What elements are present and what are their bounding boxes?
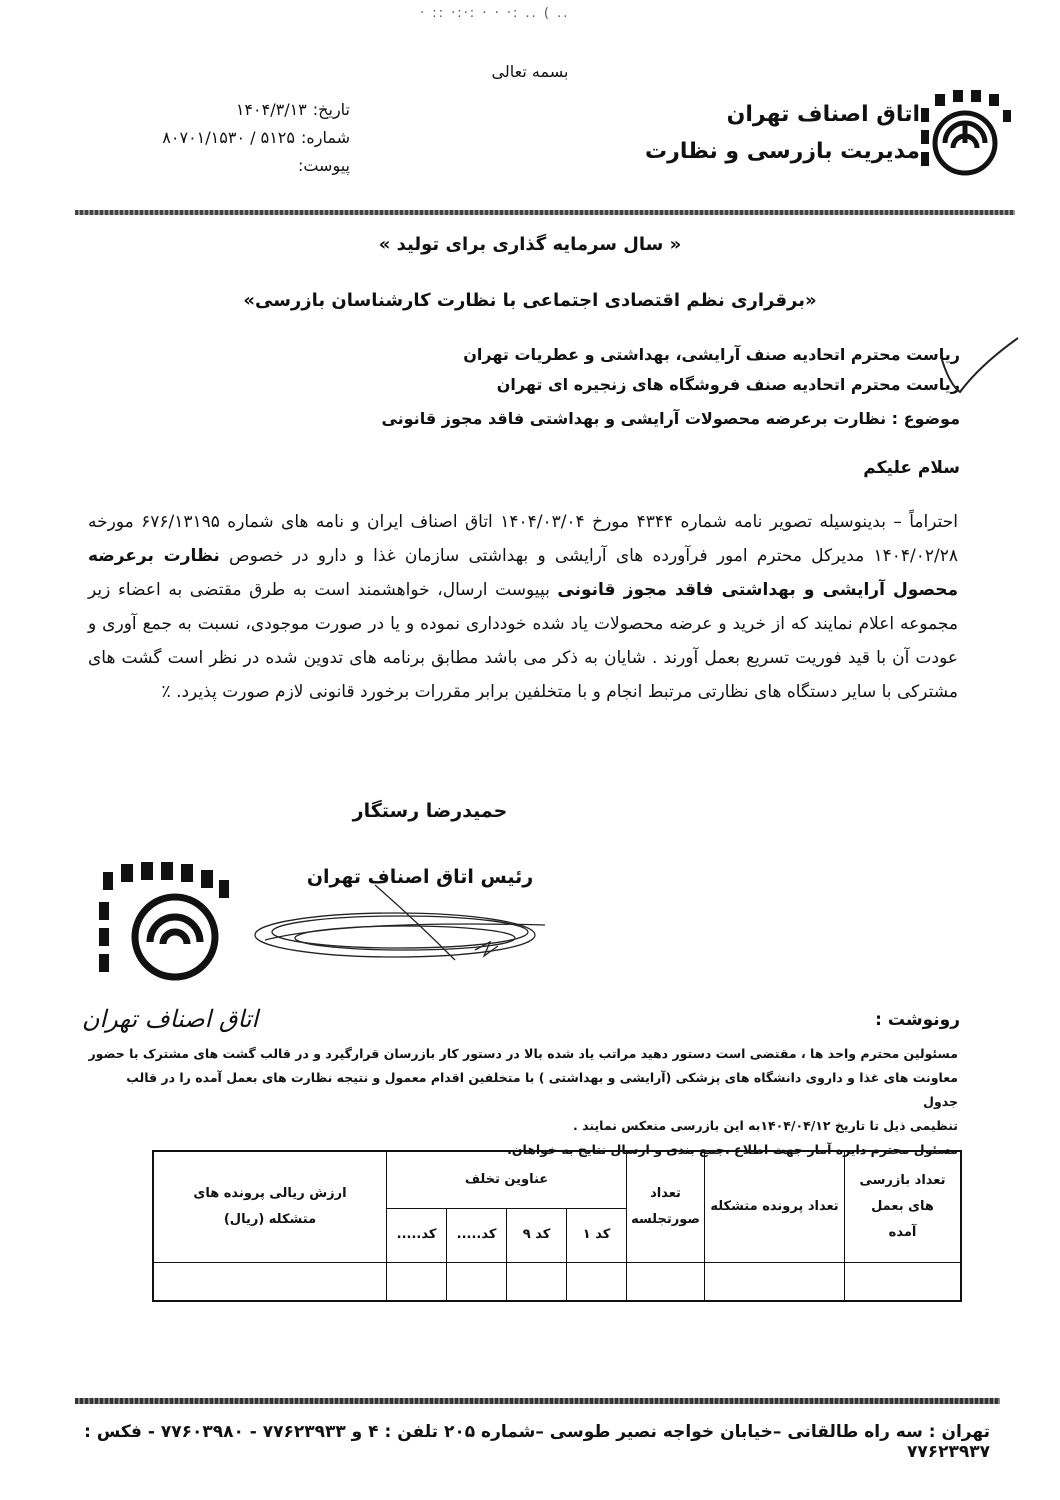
body-part-2: بپیوست ارسال، خواهشمند است به طرق مقتضی به اعضاء زیر مجموعه اعلام نمایند که از خرید و عرضه محصولات یاد شده خودداری نموده و یا در صورت موجودی، نسبت به جمع آوری و عودت آن با قید فوریت تسریع بعمل آورند . شایان به ذکر می باشد مطابق برنامه های تدوین شده در نظر است گشت های مشترکی با سایر دستگاه های نظارتی مرتبط انجام و با متخلفین برابر مقررات برخورد قانونی لازم صورت پذیرد. ٪: [88, 580, 958, 702]
header-divider: [75, 210, 1015, 215]
td-inspections: [844, 1262, 960, 1300]
number-label: شماره:: [300, 128, 350, 147]
official-stamp: [81, 862, 259, 1042]
chamber-logo-icon: [915, 88, 1015, 188]
report-table: [152, 1150, 962, 1302]
letter-meta: [130, 96, 350, 180]
th-violations: عناوین تخلف: [386, 1152, 626, 1208]
cc-line-4: مسئول محترم دایره آمار جهت اطلاع ،جمع بندی و ارسال نتایج به خواهان.: [507, 1142, 958, 1157]
department-name: مدیریت بازرسی و نظارت: [645, 139, 920, 164]
th-code-x2: کد.....: [386, 1208, 446, 1262]
cc-body: [88, 1042, 958, 1162]
recipient-2: ریاست محترم اتحادیه صنف فروشگاه های زنجیره ای تهران: [496, 375, 960, 394]
body-emphasis: نظارت برعرضه محصول آرایشی و بهداشتی فاقد مجوز قانونی: [88, 546, 958, 600]
body-part-1: احتراماً – بدینوسیله تصویر نامه شماره ۴۳۴۴ مورخ ۱۴۰۴/۰۳/۰۴ اتاق اصناف ایران و نامه های شماره ۶۷۶/۱۳۱۹۵ مورخه ۱۴۰۴/۰۲/۲۸ مدیرکل محترم امور فرآورده های آرایشی و بهداشتی سازمان غذا و دارو در خصوص: [88, 512, 959, 566]
year-motto: « سال سرمایه گذاری برای تولید »: [378, 234, 682, 255]
slogan: «برقراری نظم اقتصادی اجتماعی با نظارت کارشناسان بازرسی»: [243, 290, 817, 311]
td-code-1: [566, 1262, 626, 1300]
cc-line-1: مسئولین محترم واحد ها ، مقتضی است دستور دهید مراتب یاد شده بالا در دستور کار بازرسان قرارگیرد و در قالب گشت های مشترک با حضور: [88, 1046, 958, 1061]
footer-address: تهران : سه راه طالقانی –خیابان خواجه نصیر طوسی –شماره ۲۰۵ تلفن : ۴ و ۷۷۶۲۳۹۳۳ - ۷۷۶۰۳۹۸۰ - فکس : ۷۷۶۲۳۹۳۷: [84, 1422, 990, 1462]
greeting: سلام علیکم: [863, 458, 960, 478]
signer-title: رئیس اتاق اصناف تهران: [306, 866, 534, 888]
cc-title: رونوشت :: [875, 1010, 960, 1030]
org-name: اتاق اصناف تهران: [726, 102, 920, 127]
date-row: [130, 96, 350, 124]
th-code-x1: کد.....: [446, 1208, 506, 1262]
footer-divider: [75, 1398, 1000, 1404]
stamp-text: اتاق اصناف تهران: [81, 1005, 259, 1033]
date-value: ۱۴۰۴/۳/۱۳: [235, 100, 307, 119]
number-value: ۵۱۲۵ / ۸۰۷۰۱/۱۵۳۰: [162, 128, 295, 147]
attachment-label: پیوست:: [297, 156, 350, 175]
bismillah: بسمه تعالی: [491, 62, 569, 81]
signature-scribble: [245, 880, 565, 990]
recipient-1: ریاست محترم اتحادیه صنف آرایشی، بهداشتی و عطریات تهران: [463, 345, 960, 364]
th-code-9: کد ۹: [506, 1208, 566, 1262]
th-minutes: تعداد صورتجلسه: [626, 1152, 704, 1262]
th-code-1: کد ۱: [566, 1208, 626, 1262]
th-cases: تعداد پرونده متشکله: [704, 1152, 844, 1262]
scan-specks: · :: ·:·: · · ·: .. ( ..: [420, 6, 570, 21]
td-minutes: [626, 1262, 704, 1300]
cc-line-2: معاونت های غذا و داروی دانشگاه های پزشکی (آرایشی و بهداشتی ) با متخلفین اقدام معمول و نتیجه نظارت های بعمل آمده را در قالب جدول: [126, 1070, 958, 1109]
th-value: ارزش ریالی پرونده های متشکله (ریال): [193, 1186, 347, 1227]
signer-name: حمیدرضا رستگار: [352, 800, 508, 822]
date-label: تاریخ:: [312, 100, 350, 119]
attachment-row: [130, 152, 350, 180]
letter-body: [88, 505, 958, 709]
td-code-9: [506, 1262, 566, 1300]
handwritten-check-icon: [940, 330, 1020, 400]
org-header: [560, 98, 920, 172]
td-code-x1: [446, 1262, 506, 1300]
number-row: [130, 124, 350, 152]
td-code-x2: [386, 1262, 446, 1300]
td-value: [154, 1262, 386, 1300]
cc-line-3: تنظیمی ذیل تا تاریخ ۱۴۰۴/۰۴/۱۲به این بازرسی منعکس نمایند .: [573, 1118, 958, 1133]
subject-line: موضوع : نظارت برعرضه محصولات آرایشی و بهداشتی فاقد مجوز قانونی: [381, 409, 960, 428]
th-inspections: تعداد بازرسی های بعمل آمده: [844, 1152, 960, 1262]
td-cases: [704, 1262, 844, 1300]
